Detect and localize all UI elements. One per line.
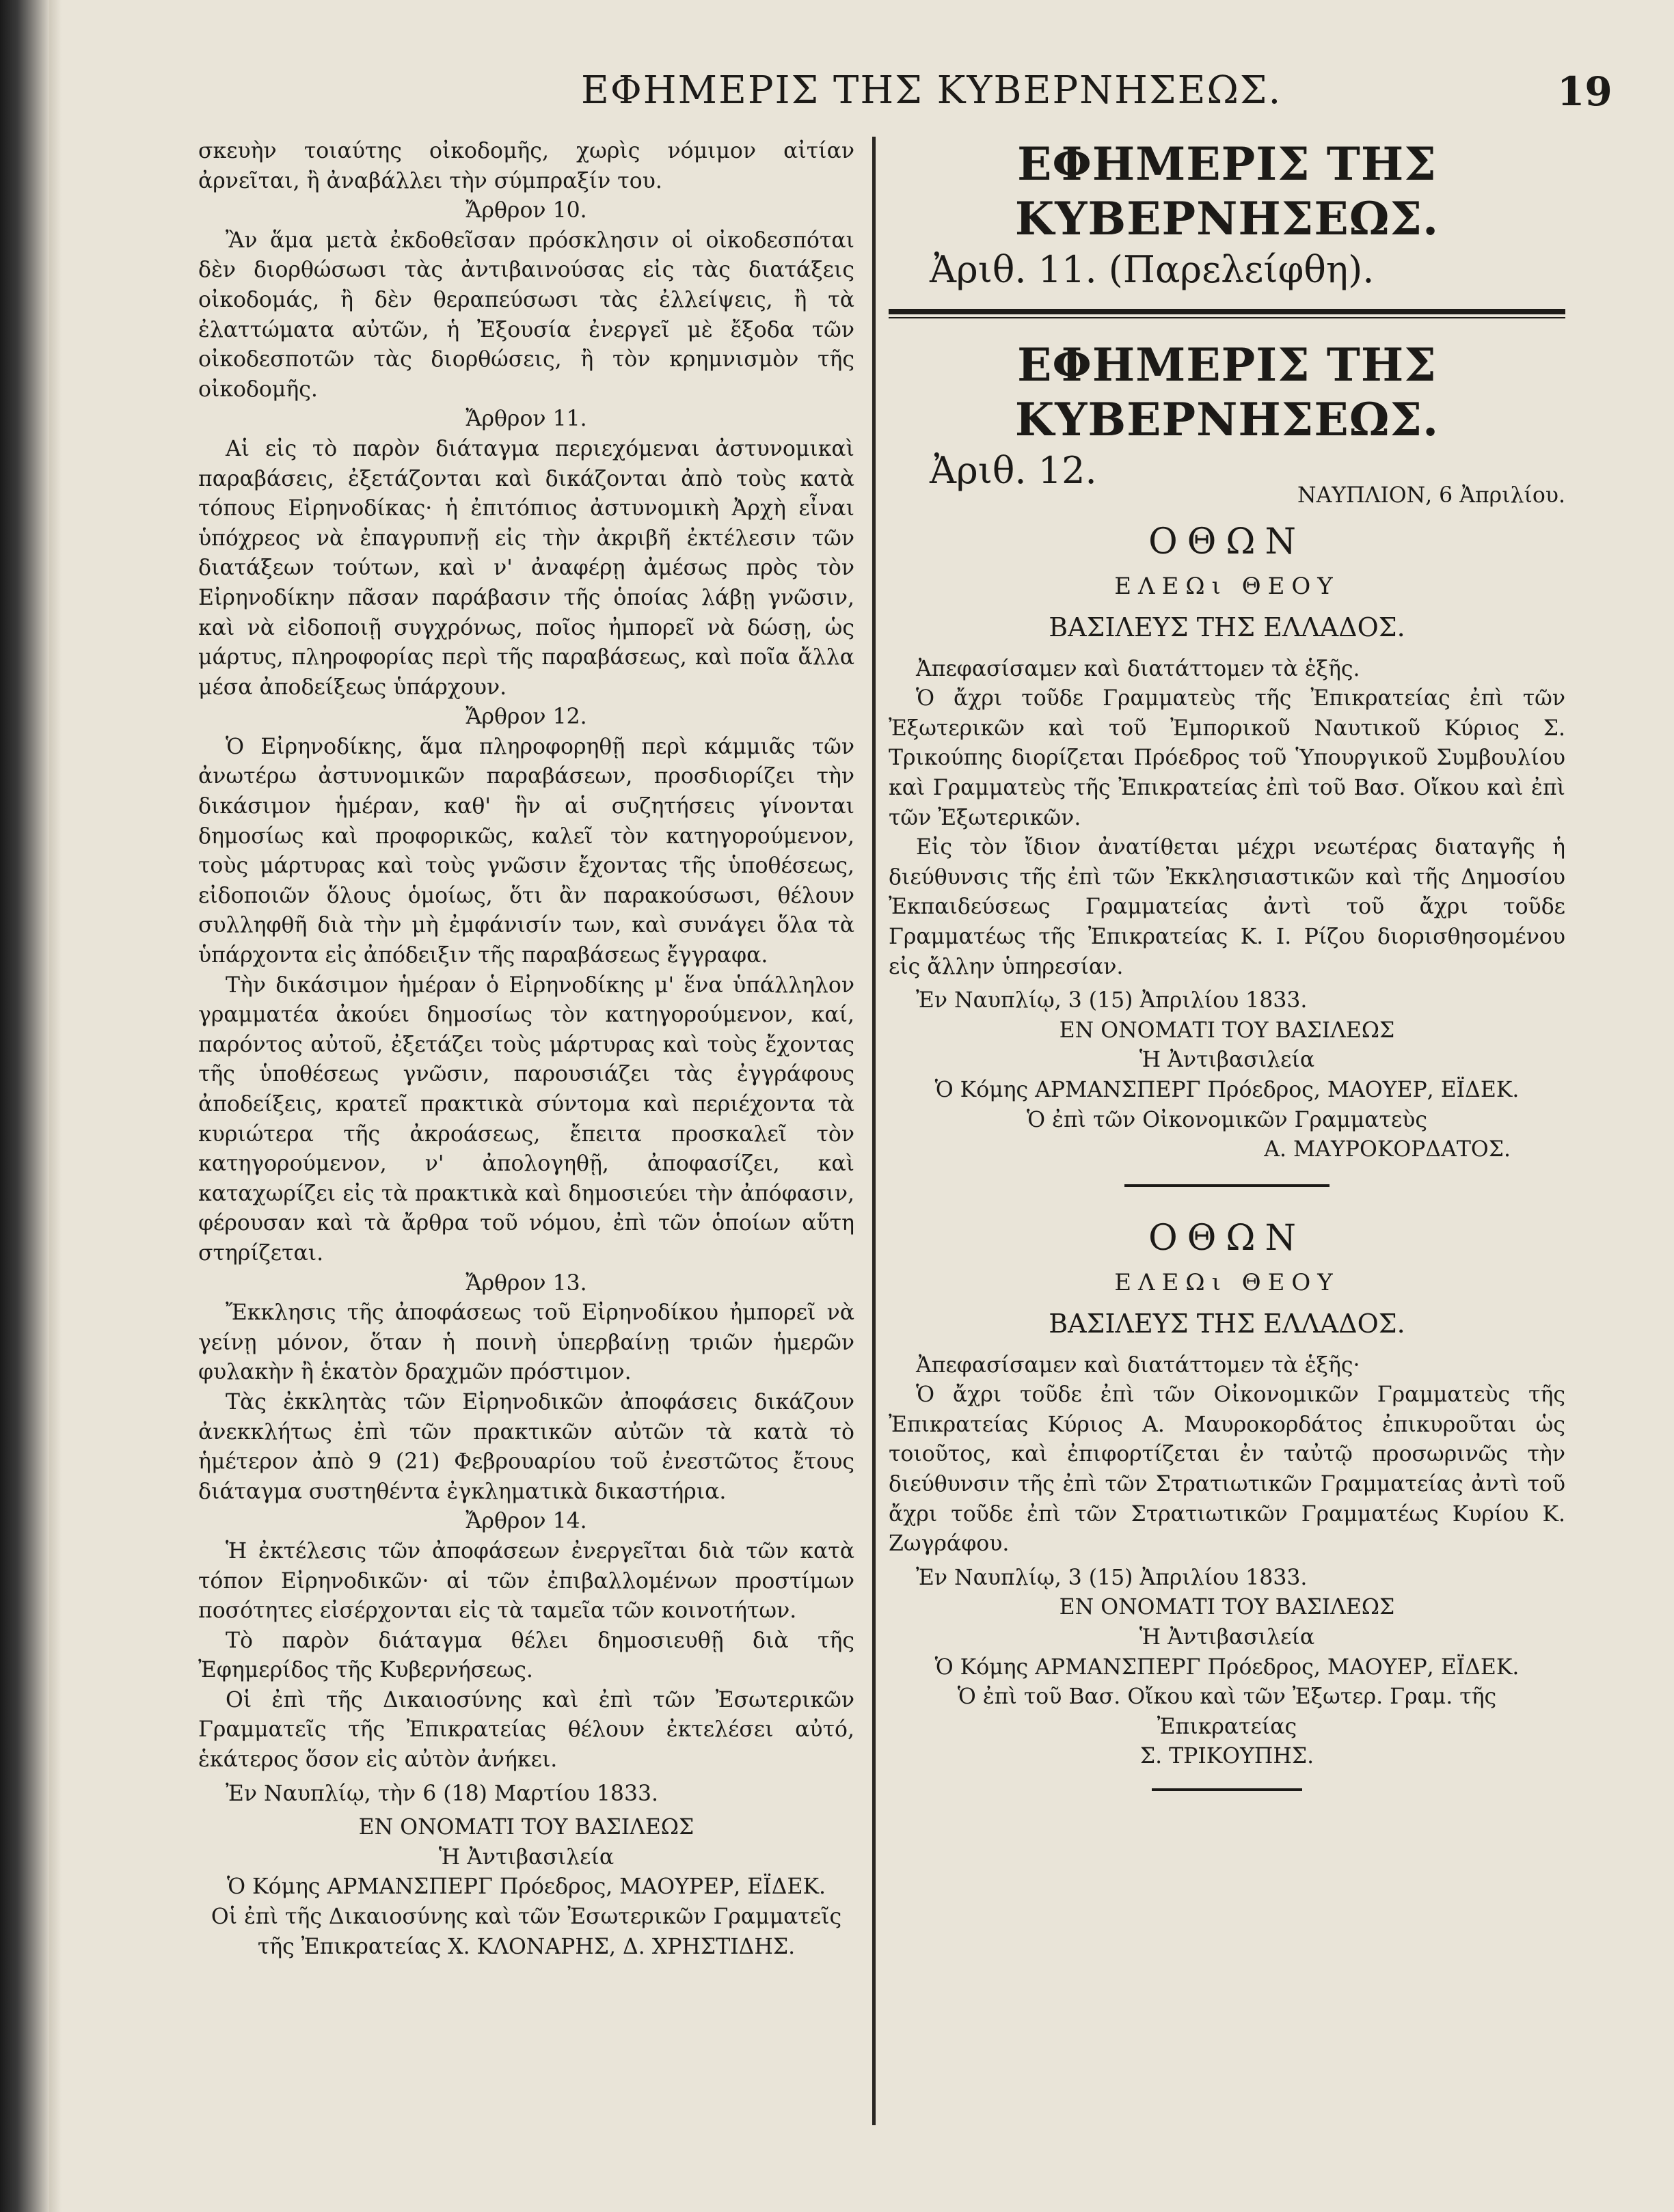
regents-signatures: Ὁ Κόμης ΑΡΜΑΝΣΠΕΡΓ Πρόεδρος, ΜΑΟΥΡΕΡ, ΕΪΔΕΚ. [226, 1874, 826, 1900]
article-heading: Ἄρθρον 13. [465, 1270, 587, 1296]
regency-label: Ἡ Ἀντιβασιλεία [1139, 1048, 1315, 1073]
place-date: ΝΑΥΠΛΙΟΝ, 6 Ἀπριλίου. [1297, 483, 1565, 508]
paragraph: σκευὴν τοιαύτης οἰκοδομῆς, χωρὶς νόμιμον αἰτίαν ἀρνεῖται, ἢ ἀναβάλλει τὴν σύμπραξίν του. [198, 139, 854, 193]
regency-label: Ἡ Ἀντιβασιλεία [1139, 1625, 1315, 1650]
secretary-line: Ὁ ἐπὶ τοῦ Βασ. Οἴκου καὶ τῶν Ἐξωτερ. Γραμ. τῆς Ἐπικρατείας [957, 1684, 1497, 1739]
secretary-name: Σ. ΤΡΙΚΟΥΠΗΣ. [1139, 1744, 1314, 1769]
page-number: 19 [1557, 68, 1612, 115]
paragraph: Ἔκκλησις τῆς ἀποφάσεως τοῦ Εἰρηνοδίκου ἠμπορεῖ νὰ γείνῃ μόνον, ὅταν ἡ ποινὴ ὑπερβαίνῃ τριῶν ἡμερῶν φυλακὴν ἢ ἑκατὸν δραχμῶν πρόστιμον. [198, 1300, 854, 1385]
king-name: ΟΘΩΝ [1148, 521, 1306, 562]
in-name-of-king: ΕΝ ΟΝΟΜΑΤΙ ΤΟΥ ΒΑΣΙΛΕΩΣ [1059, 1018, 1395, 1043]
regents-signatures: Ὁ Κόμης ΑΡΜΑΝΣΠΕΡΓ Πρόεδρος, ΜΑΟΥΕΡ, ΕΪΔΕΚ. [934, 1077, 1520, 1102]
paragraph: Τὴν δικάσιμον ἡμέραν ὁ Εἰρηνοδίκης μ' ἕνα ὑπάλληλον γραμματέα ἀκούει δημοσίως τὸν κατηγορούμενον, καί, παρόντος αὐτοῦ, ἐξετάζει τοὺς μάρτυρας καὶ τοὺς ἔχοντας τῆς ὑποθέσεως γνῶσιν, παρουσιάζει τὰς ἐγγράφους ἀποδείξεις, κρατεῖ πρακτικὰ σύντομα καὶ περιέχοντα τὰ κυριώτερα τῆς ἀκροάσεως, ἔπειτα προσκαλεῖ τὸν κατηγορούμενον, ν' ἀπολογηθῇ, ἀποφασίζει, καὶ καταχωρίζει εἰς τὰ πρακτικὰ καὶ δημοσιεύει τὴν ἀπόφασιν, φέρουσαν καὶ τὰ ἄρθρα τοῦ νόμου, ἐπὶ τῶν ὁποίων αὕτη στηρίζεται. [198, 972, 854, 1266]
king-title: ΒΑΣΙΛΕΥΣ ΤΗΣ ΕΛΛΑΔΟΣ. [1049, 1308, 1405, 1339]
regents-signatures: Ὁ Κόμης ΑΡΜΑΝΣΠΕΡΓ Πρόεδρος, ΜΑΟΥΕΡ, ΕΪΔΕΚ. [934, 1654, 1520, 1680]
decree-intro: Ἀπεφασίσαμεν καὶ διατάττομεν τὰ ἑξῆς· [916, 1352, 1360, 1378]
secretaries-line: Οἱ ἐπὶ τῆς Δικαιοσύνης καὶ τῶν Ἐσωτερικῶν Γραμματεῖς [211, 1904, 842, 1930]
running-head: ΕΦΗΜΕΡΙΣ ΤΗΣ ΚΥΒΕΡΝΗΣΕΩΣ. [581, 68, 1282, 113]
double-rule [889, 309, 1565, 314]
secretaries-names: τῆς Ἐπικρατείας Χ. ΚΛΟΝΑΡΗΣ, Δ. ΧΡΗΣΤΙΔΗΣ. [257, 1934, 796, 1959]
regency-label: Ἡ Ἀντιβασιλεία [438, 1844, 615, 1870]
decree-date: Ἐν Ναυπλίῳ, 3 (15) Ἀπριλίου 1833. [916, 1565, 1308, 1590]
article-heading: Ἄρθρον 12. [465, 705, 587, 730]
article-heading: Ἄρθρον 14. [465, 1509, 587, 1534]
page-gutter [49, 0, 62, 2212]
paragraph: Οἱ ἐπὶ τῆς Δικαιοσύνης καὶ ἐπὶ τῶν Ἐσωτερικῶν Γραμματεῖς τῆς Ἐπικρατείας θέλουν ἐκτελέσει αὐτό, ἑκάτερος ὅσον εἰς αὐτὸν ἀνήκει. [198, 1687, 854, 1773]
column-divider [872, 137, 876, 2125]
by-grace-of-god: ΕΛΕΩι ΘΕΟΥ [1114, 1268, 1340, 1296]
decree-date: Ἐν Ναυπλίῳ, τὴν 6 (18) Μαρτίου 1833. [226, 1781, 659, 1806]
paragraph: Ὁ Εἰρηνοδίκης, ἅμα πληροφορηθῇ περὶ κάμμιᾶς τῶν ἀνωτέρω ἀστυνομικῶν παραβάσεων, προσδιορίζει τὴν δικάσιμον ἡμέραν, καθ' ἣν αἱ συζητήσεις γίνονται δημοσίως καὶ προφορικῶς, καλεῖ τὸν κατηγορούμενον, τοὺς μάρτυρας καὶ τοὺς γνῶσιν ἔχοντας τῆς ὑποθέσεως, εἰδοποιῶν ὅλους ὁμοίως, ὅτι ἂν παρακούσωσι, θέλουν συλληφθῆ διὰ τὴν μὴ ἐμφάνισίν των, καὶ συνάγει ὅλα τὰ ὑπάρχοντα εἰς ἀπόδειξιν τῆς παραβάσεως ἔγγραφα. [198, 734, 854, 968]
article-heading: Ἄρθρον 11. [465, 407, 587, 432]
issue-number-12: Ἀριθ. 12. [930, 449, 1097, 492]
paragraph: Ὁ ἄχρι τοῦδε Γραμματεὺς τῆς Ἐπικρατείας ἐπὶ τῶν Ἐξωτερικῶν καὶ τοῦ Ἐμπορικοῦ Ναυτικοῦ Κύριος Σ. Τρικούπης διορίζεται Πρόεδρος τοῦ Ὑπουργικοῦ Συμβουλίου καὶ Γραμματεὺς τῆς Ἐπικρατείας ἐπὶ τοῦ Βασ. Οἴκου καὶ ἐπὶ τῶν Ἐξωτερικῶν. [889, 686, 1565, 830]
paragraph: Εἰς τὸν ἴδιον ἀνατίθεται μέχρι νεωτέρας διαταγῆς ἡ διεύθυνσις τῆς ἐπὶ τῶν Ἐκκλησιαστικῶν καὶ τῆς Δημοσίου Ἐκπαιδεύσεως Γραμματείας ἀντὶ τοῦ ἄχρι τοῦδε Γραμματέως τῆς Ἐπικρατείας Κ. Ι. Ρίζου διορισθησομένου εἰς ἄλλην ὑπηρεσίαν. [889, 835, 1565, 979]
king-name: ΟΘΩΝ [1148, 1217, 1306, 1259]
paragraph: Ἂν ἅμα μετὰ ἐκδοθεῖσαν πρόσκλησιν οἱ οἰκοδεσπόται δὲν διορθώσωσι τὰς ἀντιβαινούσας εἰς τὰς διατάξεις οἰκοδομάς, ἢ δὲν θεραπεύσωσι τὰς ἐλλείψεις, ἢ τὰ ἐλαττώματα αὐτῶν, ἡ Ἐξουσία ἐνεργεῖ μὲ ἔξοδα τῶν οἰκοδεσποτῶν τὰς διορθώσεις, ἢ τὸν κρημνισμὸν τῆς οἰκοδομῆς. [198, 228, 854, 402]
paragraph: Ἡ ἐκτέλεσις τῶν ἀποφάσεων ἐνεργεῖται διὰ τῶν κατὰ τόπον Εἰρηνοδικῶν· αἱ τῶν ἐπιβαλλομένων προστίμων ποσότητες εἰσέρχονται εἰς τὰ ταμεῖα τῶν κοινοτήτων. [198, 1538, 854, 1624]
separator-rule [1124, 1184, 1329, 1187]
king-title: ΒΑΣΙΛΕΥΣ ΤΗΣ ΕΛΛΑΔΟΣ. [1049, 612, 1405, 642]
by-grace-of-god: ΕΛΕΩι ΘΕΟΥ [1114, 572, 1340, 600]
paragraph: Ὁ ἄχρι τοῦδε ἐπὶ τῶν Οἰκονομικῶν Γραμματεὺς τῆς Ἐπικρατείας Κύριος Α. Μαυροκορδάτος ἐπικυροῦται ὡς τοιοῦτος, καὶ ἐπιφορτίζεται ἐν ταὐτῷ προσωρινῶς τὴν διεύθυνσιν τῆς ἐπὶ τῶν Στρατιωτικῶν Γραμματείας ἀντὶ τοῦ ἄχρι τοῦδε ἐπὶ τῶν Στρατιωτικῶν Γραμματέως Κυρίου Κ. Ζωγράφου. [889, 1382, 1565, 1557]
masthead-issue-12: ΕΦΗΜΕΡΙΣ ΤΗΣ ΚΥΒΕΡΝΗΣΕΩΣ. [1014, 338, 1440, 446]
paragraph: Τὰς ἐκκλητὰς τῶν Εἰρηνοδικῶν ἀποφάσεις δικάζουν ἀνεκκλήτως ἐπὶ τῶν πρακτικῶν αὐτῶν τὰ κατὰ τὸ ἡμέτερον ἀπὸ 9 (21) Φεβρουαρίου τοῦ ἐνεστῶτος ἔτους διάταγμα συστηθέντα ἐγκληματικὰ δικαστήρια. [198, 1389, 854, 1504]
secretary-line: Ὁ ἐπὶ τῶν Οἰκονομικῶν Γραμματεὺς [1026, 1107, 1428, 1132]
decree-date: Ἐν Ναυπλίῳ, 3 (15) Ἀπριλίου 1833. [916, 988, 1308, 1013]
right-column [889, 137, 1565, 1818]
secretary-name: Α. ΜΑΥΡΟΚΟΡΔΑΤΟΣ. [1264, 1137, 1511, 1162]
left-column [198, 137, 854, 1962]
article-heading: Ἄρθρον 10. [465, 198, 587, 223]
book-spine-shadow [0, 0, 49, 2212]
in-name-of-king: ΕΝ ΟΝΟΜΑΤΙ ΤΟΥ ΒΑΣΙΛΕΩΣ [358, 1815, 694, 1840]
decree-intro: Ἀπεφασίσαμεν καὶ διατάττομεν τὰ ἑξῆς. [916, 656, 1360, 681]
issue-number-11: Ἀριθ. 11. (Παρελείφθη). [930, 248, 1375, 291]
end-rule [1152, 1788, 1302, 1791]
in-name-of-king: ΕΝ ΟΝΟΜΑΤΙ ΤΟΥ ΒΑΣΙΛΕΩΣ [1059, 1595, 1395, 1620]
masthead-issue-11: ΕΦΗΜΕΡΙΣ ΤΗΣ ΚΥΒΕΡΝΗΣΕΩΣ. [1014, 137, 1440, 245]
paragraph: Αἱ εἰς τὸ παρὸν διάταγμα περιεχόμεναι ἀστυνομικαὶ παραβάσεις, ἐξετάζονται καὶ δικάζονται ἀπὸ τοὺς κατὰ τόπους Εἰρηνοδίκας· ἡ ἐπιτόπιος ἀστυνομικὴ Ἀρχὴ εἶναι ὑπόχρεος νὰ ἐπαγρυπνῇ εἰς τὴν ἀκριβῆ ἐκτέλεσιν τῶν διατάξεων τούτων, καὶ ν' ἀναφέρῃ ἀμέσως πρὸς τὸν Εἰρηνοδίκην πᾶσαν παράβασιν τῆς ὁποίας λάβῃ γνῶσιν, καὶ νὰ εἰδοποιῇ συγχρόνως, ποῖος ἠμπορεῖ νὰ δώσῃ, ὡς μάρτυς, πληροφορίας περὶ τῆς παραβάσεως, καὶ ποῖα ἄλλα μέσα ἀποδείξεως ὑπάρχουν. [198, 436, 854, 700]
paragraph: Τὸ παρὸν διάταγμα θέλει δημοσιευθῇ διὰ τῆς Ἐφημερίδος τῆς Κυβερνήσεως. [198, 1628, 854, 1683]
double-rule-thin [889, 317, 1565, 318]
